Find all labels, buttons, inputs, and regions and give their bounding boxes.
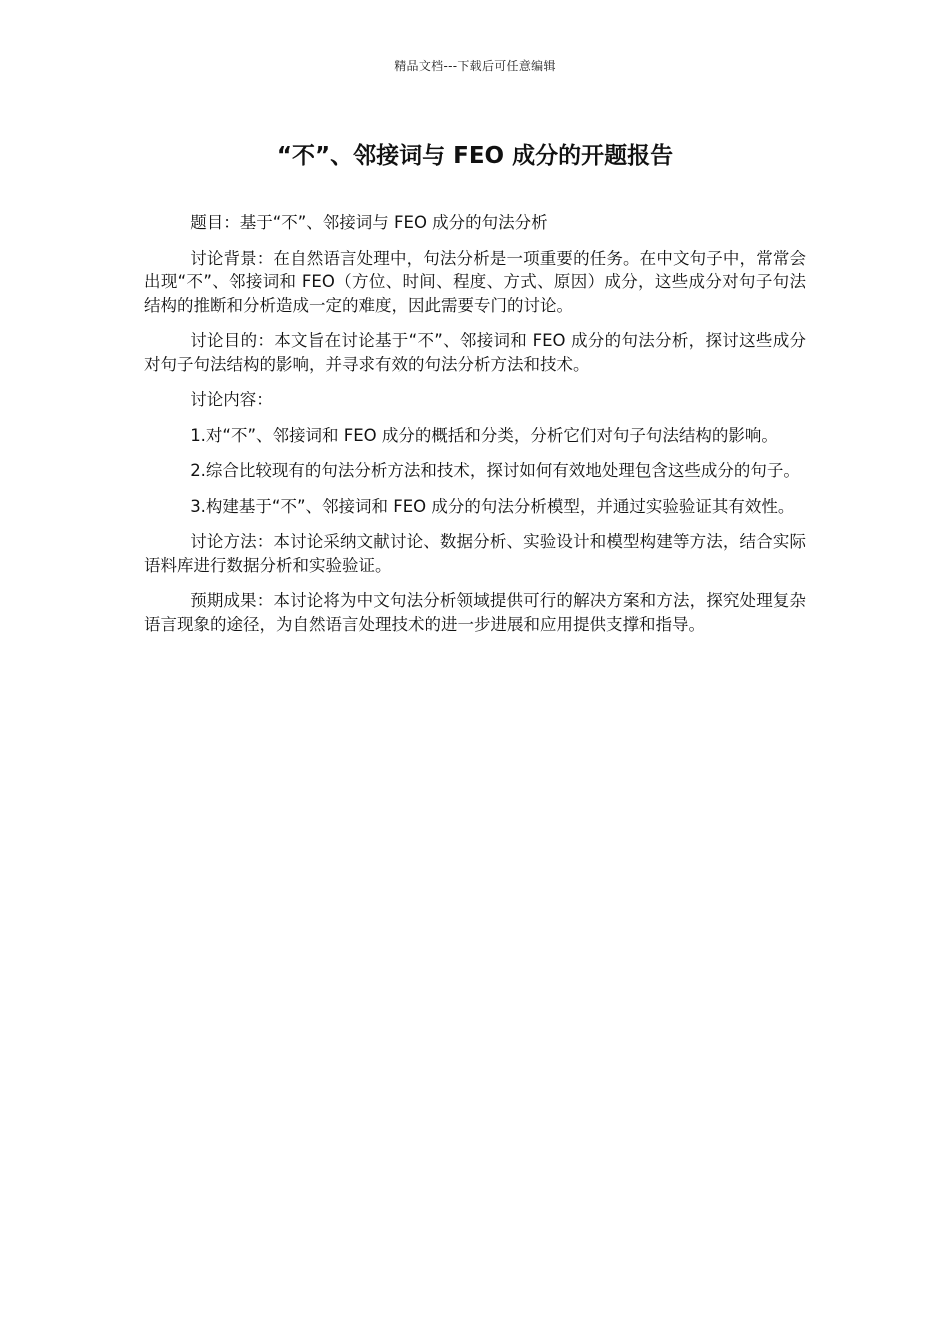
paragraph-content-item-3: 3.构建基于“不”、邻接词和 FEO 成分的句法分析模型，并通过实验验证其有效性。 — [190, 496, 795, 516]
document-title: “不”、邻接词与 FEO 成分的开题报告 — [276, 143, 674, 169]
document-body — [144, 211, 806, 648]
page-header: 精品文档---下载后可任意编辑 — [394, 59, 556, 73]
paragraph-expected-results: 预期成果：本讨论将为中文句法分析领域提供可行的解决方案和方法，探究处理复杂语言现象的途径，为自然语言处理技术的进一步进展和应用提供支撑和指导。 — [144, 591, 806, 634]
paragraph-content-item-1: 1.对“不”、邻接词和 FEO 成分的概括和分类，分析它们对句子句法结构的影响。 — [190, 425, 778, 445]
paragraph-background: 讨论背景：在自然语言处理中，句法分析是一项重要的任务。在中文句子中，常常会出现“不”、邻接词和 FEO（方位、时间、程度、方式、原因）成分，这些成分对句子句法结构的推断和分析造成一定的难度，因此需要专门的讨论。 — [144, 248, 806, 315]
paragraph-method: 讨论方法：本讨论采纳文献讨论、数据分析、实验设计和模型构建等方法，结合实际语料库进行数据分析和实验验证。 — [144, 532, 806, 575]
paragraph-purpose: 讨论目的：本文旨在讨论基于“不”、邻接词和 FEO 成分的句法分析，探讨这些成分对句子句法结构的影响，并寻求有效的句法分析方法和技术。 — [144, 331, 806, 374]
paragraph-content-item-2: 2.综合比较现有的句法分析方法和技术，探讨如何有效地处理包含这些成分的句子。 — [190, 461, 800, 480]
paragraph-content-heading: 讨论内容： — [190, 390, 273, 409]
paragraph-topic: 题目：基于“不”、邻接词与 FEO 成分的句法分析 — [190, 213, 548, 232]
